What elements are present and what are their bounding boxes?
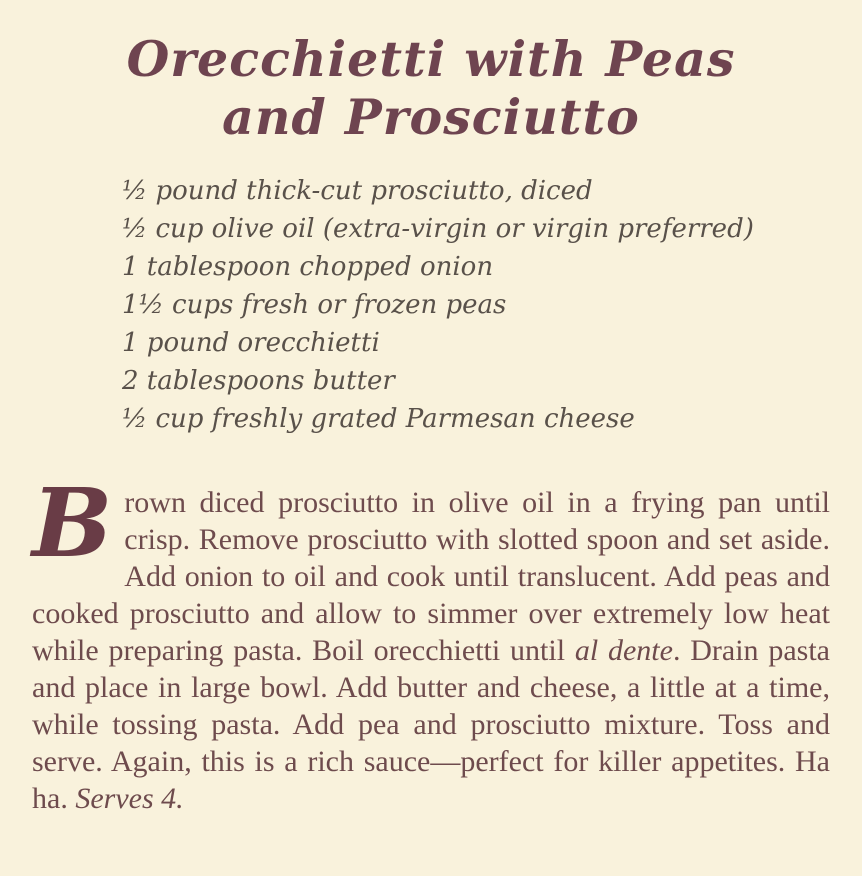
ingredient-olive-oil: ½ cup olive oil (extra-virgin or virgin preferred) [122,214,754,244]
al-dente-italic: al dente [574,634,673,667]
instructions-text-1: rown diced prosciutto in olive oil in a frying pan until crisp. Remove prosciutto with slotted spoon and set aside. Add onion to oil and cook until translucent. Add peas and cooked prosciutto and allow to simmer over extremely low heat while preparing pasta. Boil orecchietti until [32,486,830,667]
instructions-text-2: . Drain pasta and place in large bowl. Add butter and cheese, a little at a time, while tossing pasta. Add pea and prosciutto mixture. Toss and serve. Again, this is a rich sauce—perfect for killer appetites. Ha ha. [32,634,830,815]
ingredient-butter: 2 tablespoons butter [122,366,395,396]
recipe-title-line1: Orecchietti with Peas [126,30,736,88]
ingredient-onion: 1 tablespoon chopped onion [122,252,494,282]
ingredient-list [122,172,830,438]
dropcap-letter: B [32,468,113,579]
ingredient-parmesan: ½ cup freshly grated Parmesan cheese [122,404,635,434]
recipe-title-line2: and Prosciutto [222,88,640,146]
ingredient-prosciutto: ½ pound thick-cut prosciutto, diced [122,176,593,206]
recipe-title [32,30,830,146]
ingredient-orecchietti: 1 pound orecchietti [122,328,380,358]
instructions-paragraph [32,468,830,817]
ingredient-peas: 1½ cups fresh or frozen peas [122,290,507,320]
serves-note: Serves 4. [75,782,184,815]
